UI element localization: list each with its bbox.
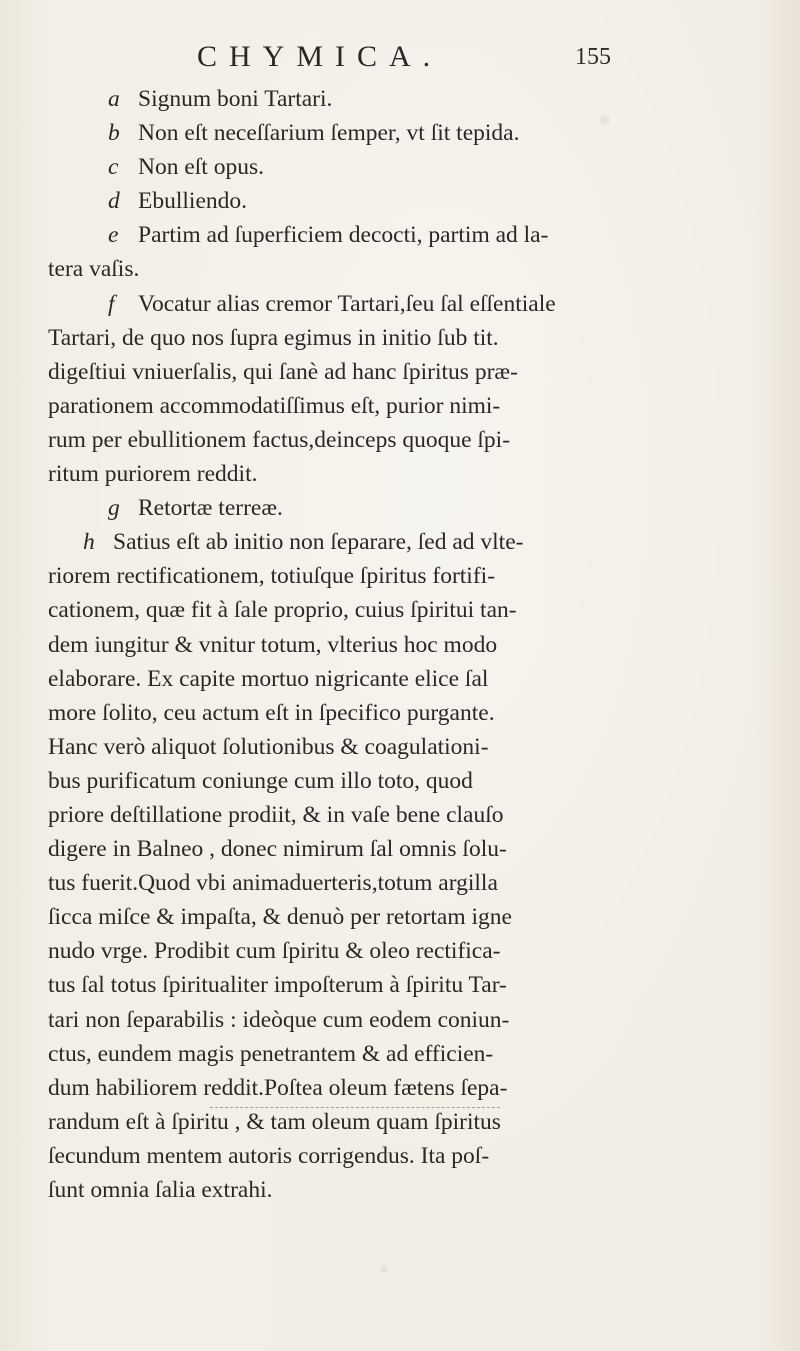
text-line [48, 389, 768, 423]
note-letter: b [108, 120, 120, 147]
note-letter: c [108, 154, 119, 181]
line-text: Tartari, de quo nos ſupra egimus in initio ſub tit. [48, 324, 499, 351]
paper-spot [380, 1265, 388, 1273]
note-letter: e [108, 222, 119, 249]
line-text: ſecundum mentem autoris corrigendus. Ita poſ- [48, 1142, 490, 1169]
text-line [48, 968, 768, 1002]
page-number: 155 [575, 44, 611, 70]
line-text: Non eſt opus. [138, 154, 264, 181]
line-text: dem iungitur & vnitur totum, vlterius hoc modo [48, 631, 498, 658]
text-line [48, 1105, 768, 1139]
text-line [48, 321, 768, 355]
note-line [48, 525, 768, 559]
note-line [48, 184, 768, 218]
text-line [48, 457, 768, 491]
line-text: Non eſt neceſſarium ſemper, vt ſit tepida. [138, 120, 520, 147]
running-head-title: CHYMICA. [197, 40, 443, 73]
text-line [48, 696, 768, 730]
text-line [48, 355, 768, 389]
note-letter: f [108, 290, 115, 317]
text-line [48, 730, 768, 764]
line-text: tari non ſeparabilis : ideòque cum eodem coniun- [48, 1006, 510, 1033]
text-line [48, 662, 768, 696]
line-text: Partim ad ſuperficiem decocti, partim ad la- [138, 222, 549, 249]
text-line [48, 832, 768, 866]
note-line [48, 150, 768, 184]
line-text: cationem, quæ fit à ſale proprio, cuius ſpiritui tan- [48, 597, 517, 624]
text-end-rule [210, 1107, 500, 1108]
line-text: tera vaſis. [48, 256, 140, 283]
line-text: Retortæ terreæ. [138, 495, 283, 522]
line-text: priore deſtillatione prodiit, & in vaſe bene clauſo [48, 801, 504, 828]
note-line [48, 218, 768, 252]
line-text: rum per ebullitionem factus,deinceps quoque ſpi- [48, 426, 511, 453]
text-line [48, 423, 768, 457]
line-text: tus fuerit.Quod vbi animaduerteris,totum argilla [48, 870, 498, 897]
text-line [48, 1003, 768, 1037]
text-line [48, 1071, 768, 1105]
line-text: Signum boni Tartari. [138, 86, 333, 112]
text-line [48, 628, 768, 662]
line-text: ritum puriorem reddit. [48, 461, 258, 488]
line-text: bus purificatum coniunge cum illo toto, quod [48, 767, 473, 794]
text-line [48, 866, 768, 900]
line-text: Satius eſt ab initio non ſeparare, ſed ad vlte- [113, 529, 524, 556]
line-text: randum eſt à ſpiritu , & tam oleum quam ſpiritus [48, 1108, 501, 1135]
line-text: tus ſal totus ſpiritualiter impoſterum à ſpiritu Tar- [48, 972, 507, 999]
note-letter: d [108, 188, 120, 215]
line-text: parationem accommodatiſſimus eſt, purior nimi- [48, 392, 501, 419]
note-line [48, 491, 768, 525]
running-head [197, 40, 637, 80]
line-text: ſicca miſce & impaſta, & denuò per retortam igne [48, 904, 512, 931]
line-text: Ebulliendo. [138, 188, 247, 215]
line-text: digere in Balneo , donec nimirum ſal omnis ſolu- [48, 836, 507, 863]
line-text: Vocatur alias cremor Tartari,ſeu ſal eſſentiale [138, 290, 556, 317]
line-text: elaborare. Ex capite mortuo nigricante elice ſal [48, 665, 489, 692]
text-line [48, 1173, 768, 1207]
text-line [48, 798, 768, 832]
note-line [48, 287, 768, 321]
body-text [48, 82, 768, 1207]
note-line [48, 116, 768, 150]
line-text: ſunt omnia ſalia extrahi. [48, 1177, 273, 1203]
text-line [48, 593, 768, 627]
line-text: dum habiliorem reddit.Poſtea oleum fætens ſepa- [48, 1074, 508, 1101]
text-line [48, 934, 768, 968]
line-text: more ſolito, ceu actum eſt in ſpecifico purgante. [48, 699, 495, 726]
note-letter: g [108, 495, 120, 522]
text-line [48, 900, 768, 934]
text-line [48, 559, 768, 593]
text-line [48, 252, 768, 286]
text-line [48, 1037, 768, 1071]
text-line [48, 764, 768, 798]
note-line [48, 82, 768, 116]
line-text: riorem rectificationem, totiuſque ſpiritus fortifi- [48, 563, 496, 590]
line-text: nudo vrge. Prodibit cum ſpiritu & oleo rectifica- [48, 938, 501, 965]
note-letter: h [83, 529, 95, 556]
line-text: Hanc verò aliquot ſolutionibus & coagulationi- [48, 733, 489, 760]
line-text: ctus, eundem magis penetrantem & ad efficien- [48, 1040, 494, 1067]
text-line [48, 1139, 768, 1173]
line-text: digeſtiui vniuerſalis, qui ſanè ad hanc ſpiritus præ- [48, 358, 518, 385]
note-letter: a [108, 86, 120, 112]
